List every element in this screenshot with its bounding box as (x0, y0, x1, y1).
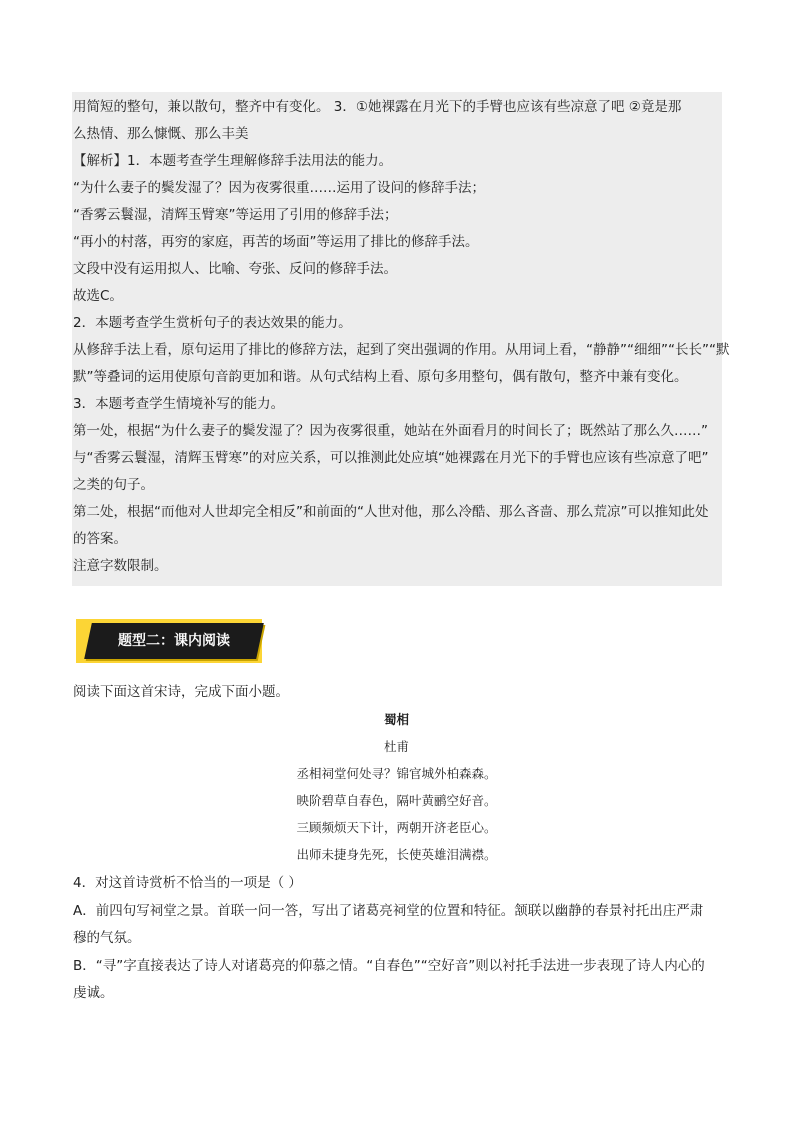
answer-line: 之类的句子。 (73, 477, 154, 493)
answer-line: 与“香雾云鬟湿，清辉玉臂寒”的对应关系，可以推测此处应填“她裸露在月光下的手臂也应该有些凉意了吧” (73, 450, 709, 466)
answer-line: 么热情、那么慷慨、那么丰美 (73, 126, 249, 142)
poem-line: 映阶碧草自春色，隔叶黄鹂空好音。 (296, 793, 497, 808)
poem-author: 杜甫 (383, 739, 409, 754)
section-banner-inner (84, 623, 264, 659)
answer-line: 的答案。 (73, 531, 127, 547)
answer-line: “香雾云鬟湿，清辉玉臂寒”等运用了引用的修辞手法； (73, 207, 398, 223)
question-option: B．“寻”字直接表达了诗人对诸葛亮的仰慕之情。“自春色”“空好音”则以衬托手法进一步表现了诗人内心的 (73, 958, 705, 974)
answer-line: 第二处，根据“而他对人世却完全相反”和前面的“人世对他，那么冷酷、那么吝啬、那么荒凉”可以推知此处 (73, 504, 709, 520)
answer-line: 【解析】1．本题考查学生理解修辞手法用法的能力。 (73, 153, 393, 169)
answer-line: 文段中没有运用拟人、比喻、夸张、反问的修辞手法。 (73, 261, 397, 277)
answer-line: 2．本题考查学生赏析句子的表达效果的能力。 (73, 315, 352, 331)
poem-line: 丞相祠堂何处寻？锦官城外柏森森。 (296, 766, 497, 781)
section-banner (76, 619, 262, 663)
answer-line: 从修辞手法上看，原句运用了排比的修辞方法，起到了突出强调的作用。从用词上看，“静静”“细细”“长长”“默 (73, 342, 730, 358)
poem-line: 出师未捷身先死，长使英雄泪满襟。 (296, 847, 497, 862)
answer-line: 第一处，根据“为什么妻子的鬓发湿了？因为夜雾很重，她站在外面看月的时间长了；既然站了那么久……” (73, 423, 708, 439)
question-stem: 4．对这首诗赏析不恰当的一项是（ ） (73, 875, 302, 891)
answer-line: 故选C。 (73, 288, 123, 304)
answer-line: 默”等叠词的运用使原句音韵更加和谐。从句式结构上看、原句多用整句，偶有散句，整齐中兼有变化。 (73, 369, 688, 385)
answer-line: 3．本题考查学生情境补写的能力。 (73, 396, 285, 412)
answer-line: 用简短的整句，兼以散句，整齐中有变化。 3．①她裸露在月光下的手臂也应该有些凉意了吧 ②竟是那 (73, 99, 682, 115)
section-banner-label: 题型二：课内阅读 (118, 633, 230, 649)
answer-line: 注意字数限制。 (73, 558, 168, 574)
question-option: A．前四句写祠堂之景。首联一问一答，写出了诸葛亮祠堂的位置和特征。颔联以幽静的春景衬托出庄严肃 (73, 903, 704, 919)
poem-line: 三顾频烦天下计，两朝开济老臣心。 (296, 820, 497, 835)
question-option: 虔诚。 (73, 985, 114, 1001)
reading-instruction: 阅读下面这首宋诗，完成下面小题。 (73, 684, 289, 700)
answer-line: “为什么妻子的鬓发湿了？因为夜雾很重……运用了设问的修辞手法； (73, 180, 485, 196)
answer-line: “再小的村落，再穷的家庭，再苦的场面”等运用了排比的修辞手法。 (73, 234, 479, 250)
poem-title: 蜀相 (383, 712, 409, 727)
question-option: 穆的气氛。 (73, 930, 141, 946)
